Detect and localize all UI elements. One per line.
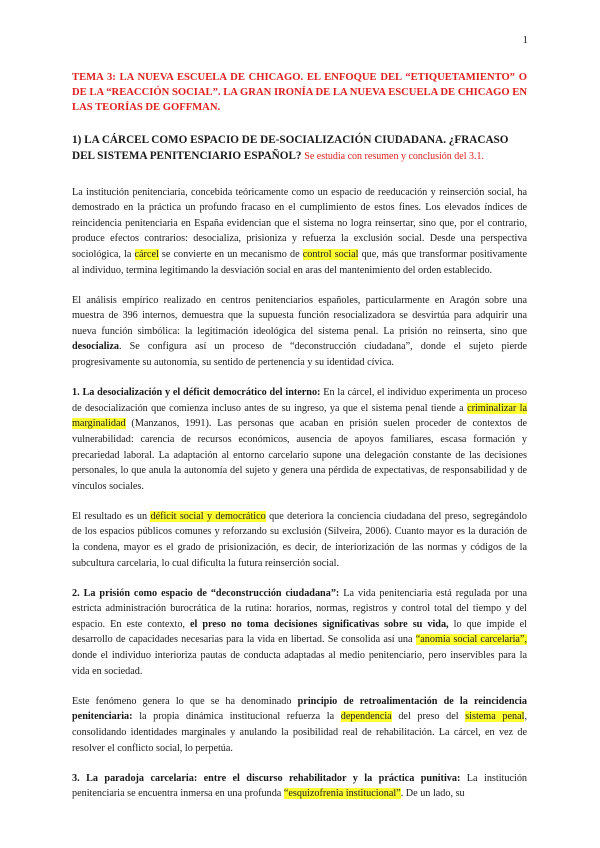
page-number: 1 (522, 34, 528, 46)
subheading-deconstruccion: 2. La prisión como espacio de “deconstrucción ciudadana”: (72, 587, 340, 599)
paragraph-1 (72, 185, 527, 279)
text-run: que deteriora la conciencia ciudadana del preso, segregándolo de los espacios públicos comunes y reforzando su exclusión (Silveira, 2006). Cuanto mayor es la duración de la condena, mayor es el grado de prisionización, es decir, de interiorización de las normas y códigos de la subcultura carcelaria, lo cual dificulta la futura reinserción social. (72, 510, 527, 569)
section-heading-text: 1) LA CÁRCEL COMO ESPACIO DE DE-SOCIALIZACIÓN CIUDADANA. ¿FRACASO DEL SISTEMA PENITENCIARIO ESPAÑOL? (72, 133, 509, 162)
text-run: La institución penitenciaria, concebida teóricamente como un espacio de reeducación y reinserción social, ha demostrado en la práctica un profundo fracaso en el cumplimiento de estos fines. Los elevados índices de reincidencia penitenciaria en España evidencian que el sistema no logra reinsertar, sino que, por el contrario, produce efectos contrarios: desocializa, prisioniza y refuerza la exclusión social. Desde una perspectiva sociológica, la (72, 186, 527, 260)
highlight-esquizofrenia: “esquizofrenia institucional” (283, 788, 401, 800)
text-run: El resultado es un (72, 510, 151, 522)
subheading-desocializacion: 1. La desocialización y el déficit democrático del interno: (72, 387, 321, 399)
paragraph-4 (72, 509, 527, 571)
paragraph-6 (72, 694, 527, 756)
text-run: la propia dinámica institucional refuerza la (132, 711, 341, 723)
highlight-carcel: cárcel (134, 248, 159, 260)
text-run: , consolidando identidades marginales y anulando la posibilidad real de rehabilitación. La cárcel, en vez de resolver el conflicto social, lo perpetúa. (72, 711, 527, 754)
text-run: se convierte en un mecanismo de (158, 248, 303, 260)
text-run: donde el individuo interioriza pautas de conducta adaptadas al medio penitenciario, pero inservibles para la vida en sociedad. (72, 650, 527, 677)
highlight-sistema-penal: sistema penal (465, 711, 525, 723)
highlight-criminalizar: criminalizar la marginalidad (72, 402, 527, 430)
text-run: Este fenómeno genera lo que se ha denominado (72, 695, 298, 707)
text-run: del preso del (391, 711, 466, 723)
text-run: . Se configura así un proceso de “deconstrucción ciudadana”, donde el sujeto pierde progresivamente su autonomía, su sentido de pertenencia y su identidad cívica. (72, 341, 527, 369)
paragraph-7 (72, 771, 527, 802)
text-run: En la cárcel, el individuo experimenta un proceso de desocialización que comienza incluso antes de su ingreso, ya que el sistema penal tiende a (72, 387, 527, 414)
text-run: El análisis empírico realizado en centros penitenciarios españoles, particularmente en Aragón sobre una muestra de 396 internos, demuestra que la supuesta función resocializadora se desvirtúa para adquirir una nueva función simbólica: la legitimación ideológica del sistema penal. La prisión no reinserta, sino que (72, 294, 527, 337)
section-study-note: Se estudia con resumen y conclusión del 3.1. (304, 150, 484, 162)
paragraph-5 (72, 586, 527, 680)
text-run: que, más que transformar positivamente al individuo, termina legitimando la desviación social en aras del mantenimiento del orden establecido. (72, 248, 528, 276)
text-run: . De un lado, su (400, 788, 465, 800)
bold-preso-decisiones: el preso no toma decisiones significativas sobre su vida, (190, 618, 449, 630)
subheading-paradoja: 3. La paradoja carcelaria: entre el discurso rehabilitador y la práctica punitiva: (72, 772, 461, 784)
document-title: TEMA 3: LA NUEVA ESCUELA DE CHICAGO. EL ENFOQUE DEL “ETIQUETAMIENTO” O DE LA “REACCIÓN SOCIAL”. LA GRAN IRONÍA DE LA NUEVA ESCUELA DE CHICAGO EN LAS TEORÍAS DE GOFFMAN. (72, 72, 527, 114)
highlight-anomia: “anomia social carcelaria”, (415, 634, 527, 646)
highlight-deficit: déficit social y democrático (150, 510, 266, 522)
highlight-dependencia: dependencia (340, 711, 392, 723)
section-heading (72, 132, 527, 165)
highlight-control-social: control social (302, 248, 359, 260)
text-run: lo que impide el desarrollo de capacidades necesarias para la vida en libertad. Se consolida así una (72, 618, 527, 646)
text-run: La vida penitenciaria está regulada por una estricta administración burocrática de la rutina: horarios, normas, registros y control total del tiempo y del espacio. En este contexto, (72, 587, 527, 630)
document-body (72, 70, 527, 816)
bold-retroalimentacion: principio de retroalimentación de la reincidencia penitenciaria: (72, 695, 527, 723)
paragraph-2 (72, 293, 527, 371)
bold-desocializa: desocializa (72, 341, 119, 353)
paragraph-3 (72, 385, 527, 494)
text-run: (Manzanos, 1991). Las personas que acaban en prisión suelen proceder de contextos de vulnerabilidad: carencia de recursos económicos, ausencia de apoyos familiares, escasa formación y precariedad laboral. La adaptación al entorno carcelario supone una delegación constante de las decisiones personales, lo que anula la autonomía del sujeto y genera una pérdida de expectativas, de responsabilidad y de vínculos sociales. (72, 418, 527, 492)
text-run: La institución penitenciaria se encuentra inmersa en una profunda (72, 772, 528, 800)
